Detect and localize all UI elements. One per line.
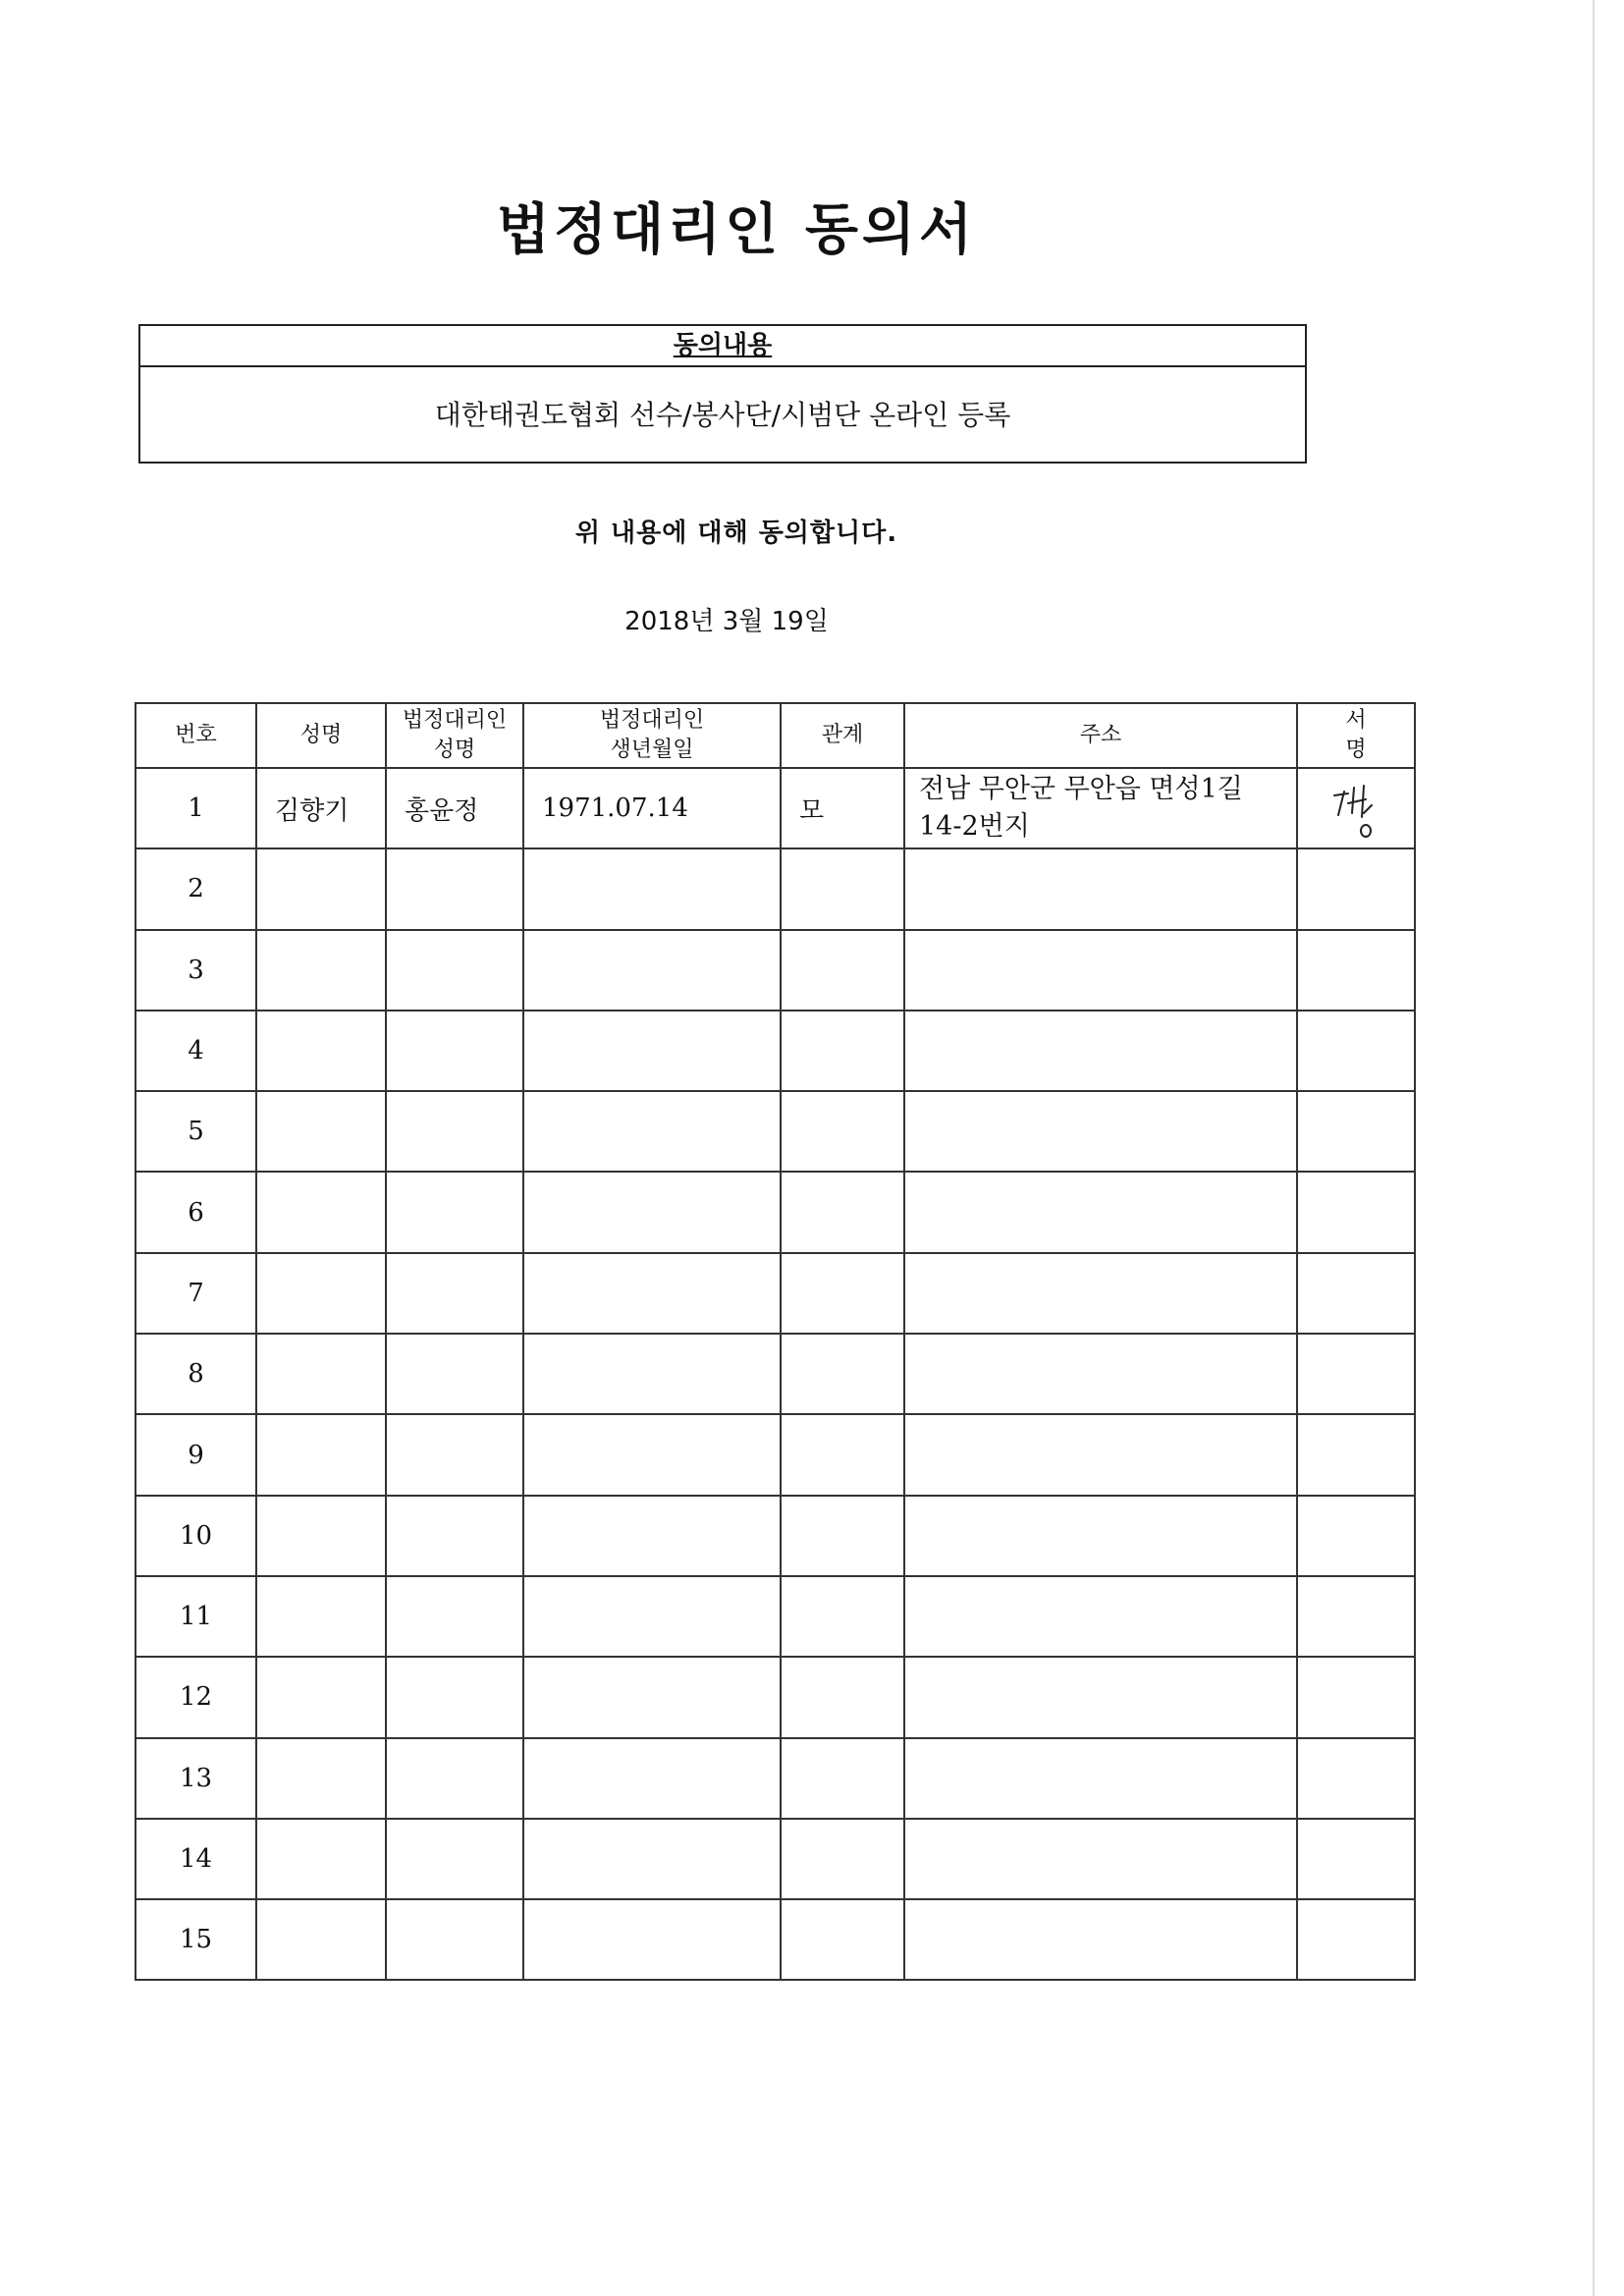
cell-address [904,768,1297,848]
cell-address [904,1091,1297,1172]
cell-name [256,1091,386,1172]
cell-relation [781,1253,904,1334]
cell-address [904,1496,1297,1576]
cell-signature [1297,1334,1415,1414]
table-row [135,1091,1415,1172]
consent-content-header-label: 동의내용 [673,331,773,360]
cell-name [256,1253,386,1334]
cell-relation [781,1657,904,1737]
cell-relation [781,930,904,1011]
header-guardian-birth-line2: 생년월일 [610,738,694,762]
cell-guardian-birth: 1971.07.14 [523,768,781,848]
cell-guardian-name [386,1334,523,1414]
cell-signature [1297,1819,1415,1899]
cell-number: 2 [135,848,256,929]
cell-guardian-name [386,1414,523,1495]
cell-number: 4 [135,1011,256,1091]
document-date: 2018년 3월 19일 [624,607,829,636]
cell-guardian-name [386,1496,523,1576]
registration-table [135,702,1416,1981]
cell-name [256,1011,386,1091]
cell-address [904,1657,1297,1737]
cell-number: 7 [135,1253,256,1334]
cell-guardian-name [386,1576,523,1657]
cell-address-line: 14-2번지 [919,811,1030,843]
cell-guardian-name [386,1091,523,1172]
cell-relation [781,1576,904,1657]
cell-number: 11 [135,1576,256,1657]
scan-edge-line [1593,0,1595,2296]
cell-guardian-name: 홍윤정 [386,768,523,848]
cell-name [256,1657,386,1737]
cell-guardian-name [386,1657,523,1737]
cell-guardian-birth [523,1576,781,1657]
cell-relation [781,1172,904,1252]
cell-number: 9 [135,1414,256,1495]
header-name: 성명 [256,703,386,768]
cell-guardian-name [386,1011,523,1091]
table-row [135,1172,1415,1252]
cell-signature [1297,930,1415,1011]
handwritten-signature [1326,774,1385,843]
table-row [135,1657,1415,1737]
cell-guardian-birth [523,1819,781,1899]
cell-number: 5 [135,1091,256,1172]
cell-guardian-name [386,1172,523,1252]
cell-address [904,1899,1297,1980]
header-guardian-name-line1: 법정대리인 [402,708,508,733]
cell-guardian-birth [523,1899,781,1980]
cell-guardian-birth [523,1657,781,1737]
table-row [135,1253,1415,1334]
header-signature-line1: 서 [1345,708,1367,733]
consent-content-box [138,324,1307,464]
header-signature-line2: 명 [1345,738,1367,762]
cell-guardian-birth [523,1253,781,1334]
cell-guardian-birth [523,1738,781,1819]
cell-guardian-birth [523,1496,781,1576]
cell-signature [1297,1657,1415,1737]
cell-relation [781,1334,904,1414]
table-body [135,768,1415,1980]
cell-name [256,1172,386,1252]
table-header-row [135,703,1415,768]
cell-guardian-name [386,1253,523,1334]
cell-address [904,1414,1297,1495]
cell-guardian-birth [523,930,781,1011]
agreement-statement: 위 내용에 대해 동의합니다. [574,519,898,548]
cell-relation [781,1899,904,1980]
cell-address-line: 전남 무안군 무안읍 면성1길 [919,774,1243,805]
table-row [135,930,1415,1011]
header-guardian-name-line2: 성명 [433,738,476,762]
table-row [135,1819,1415,1899]
header-number: 번호 [135,703,256,768]
cell-number: 15 [135,1899,256,1980]
cell-address [904,1738,1297,1819]
cell-address [904,1576,1297,1657]
table-row [135,1011,1415,1091]
cell-guardian-birth [523,1334,781,1414]
cell-number: 14 [135,1819,256,1899]
cell-guardian-name [386,1899,523,1980]
cell-name [256,1819,386,1899]
cell-number: 8 [135,1334,256,1414]
cell-name: 김향기 [256,768,386,848]
cell-guardian-birth [523,848,781,929]
cell-name [256,1899,386,1980]
cell-address [904,930,1297,1011]
consent-content-text: 대한태권도협회 선수/봉사단/시범단 온라인 등록 [434,399,1011,431]
cell-relation [781,1819,904,1899]
cell-guardian-name [386,848,523,929]
table-row [135,1738,1415,1819]
cell-relation [781,1091,904,1172]
table-row [135,768,1415,848]
cell-number: 1 [135,768,256,848]
cell-signature [1297,1011,1415,1091]
cell-signature [1297,1172,1415,1252]
cell-name [256,1334,386,1414]
cell-signature [1297,1414,1415,1495]
cell-signature [1297,1576,1415,1657]
cell-address [904,1011,1297,1091]
cell-guardian-name [386,1819,523,1899]
cell-address [904,848,1297,929]
cell-guardian-name [386,930,523,1011]
table-row [135,848,1415,929]
cell-number: 13 [135,1738,256,1819]
cell-name [256,1738,386,1819]
header-relation: 관계 [781,703,904,768]
cell-number: 3 [135,930,256,1011]
table-row [135,1334,1415,1414]
cell-address [904,1334,1297,1414]
document-title: 법정대리인 동의서 [496,198,977,262]
cell-name [256,848,386,929]
cell-signature [1297,848,1415,929]
cell-relation [781,1011,904,1091]
table-row [135,1576,1415,1657]
header-address: 주소 [904,703,1297,768]
cell-relation [781,1496,904,1576]
cell-address [904,1253,1297,1334]
cell-signature [1297,1738,1415,1819]
cell-guardian-name [386,1738,523,1819]
cell-signature [1297,1091,1415,1172]
table-row [135,1414,1415,1495]
cell-guardian-birth [523,1011,781,1091]
cell-relation [781,1414,904,1495]
cell-signature [1297,1899,1415,1980]
consent-content-header [140,326,1305,367]
header-guardian-birth [523,703,781,768]
cell-relation: 모 [781,768,904,848]
cell-name [256,1496,386,1576]
header-signature [1297,703,1415,768]
cell-relation [781,848,904,929]
cell-number: 10 [135,1496,256,1576]
cell-number: 6 [135,1172,256,1252]
cell-guardian-birth [523,1091,781,1172]
table-row [135,1899,1415,1980]
cell-signature [1297,1253,1415,1334]
cell-relation [781,1738,904,1819]
cell-signature [1297,768,1415,848]
header-guardian-birth-line1: 법정대리인 [599,708,705,733]
cell-name [256,930,386,1011]
cell-guardian-birth [523,1414,781,1495]
cell-address [904,1172,1297,1252]
header-guardian-name [386,703,523,768]
cell-number: 12 [135,1657,256,1737]
cell-name [256,1576,386,1657]
cell-address [904,1819,1297,1899]
cell-signature [1297,1496,1415,1576]
cell-name [256,1414,386,1495]
cell-guardian-birth [523,1172,781,1252]
table-row [135,1496,1415,1576]
